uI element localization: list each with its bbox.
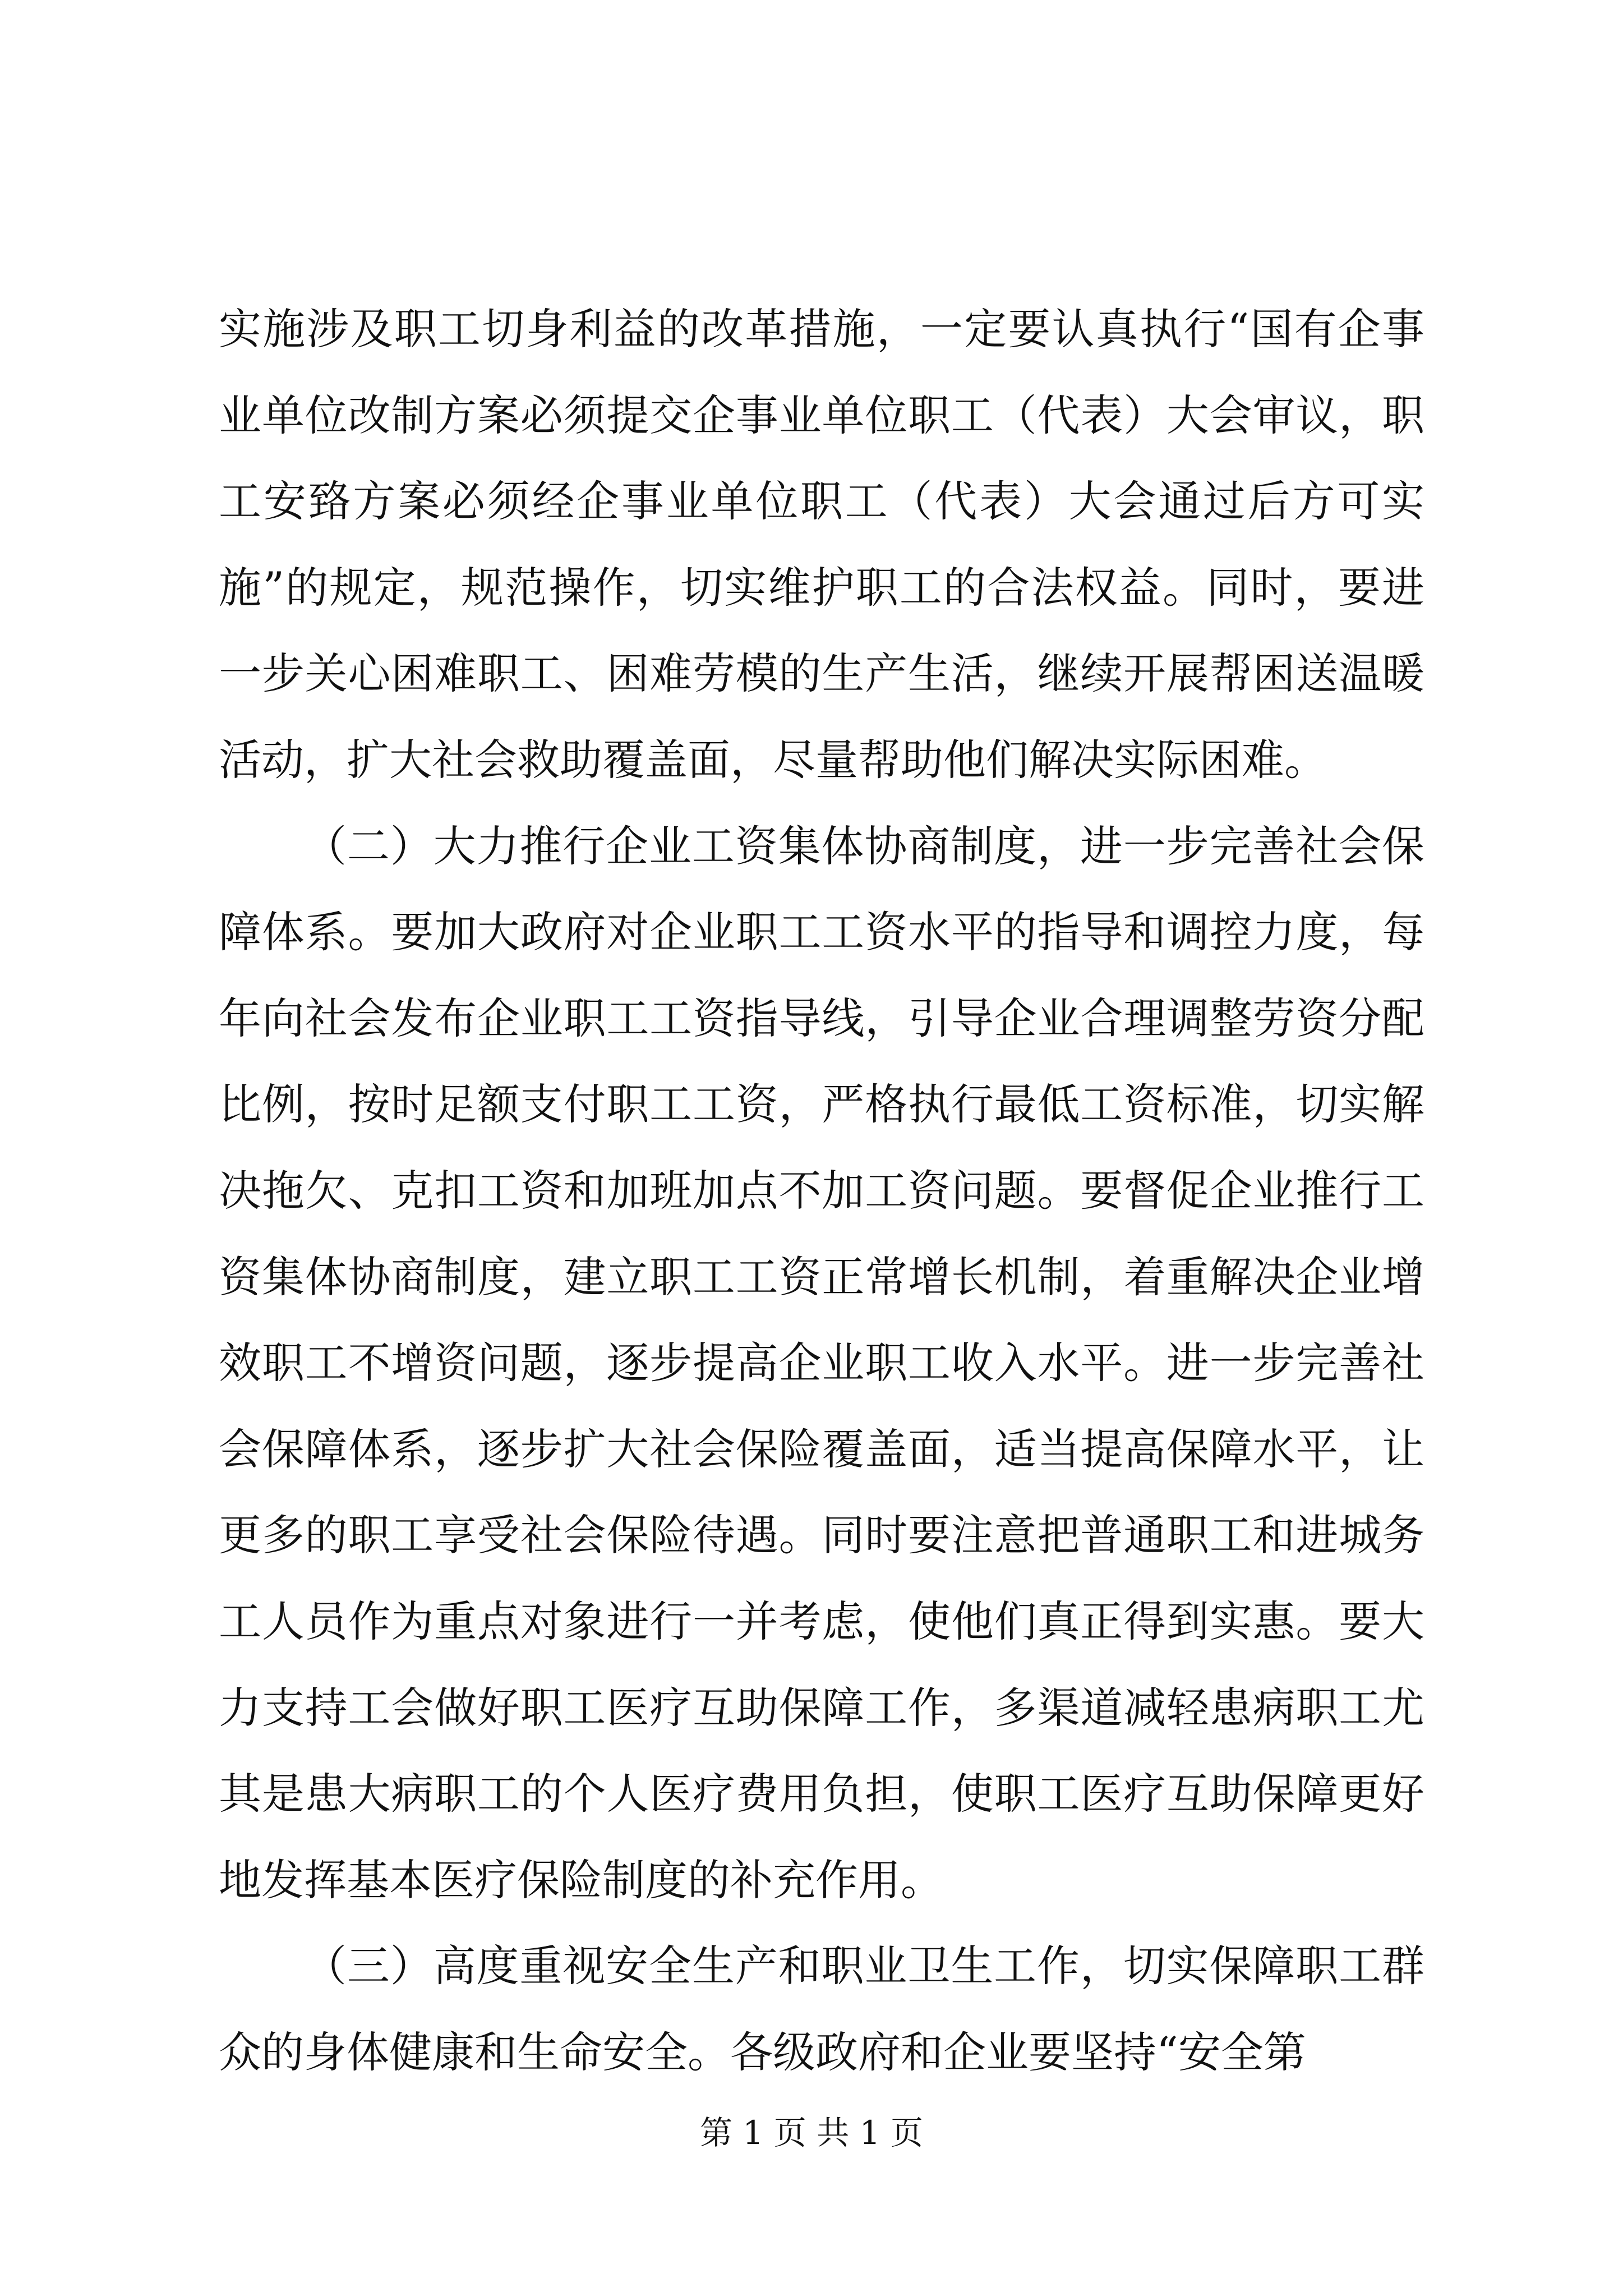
page-footer: 第 1 页 共 1 页 bbox=[700, 2114, 923, 2152]
paragraph-continuation: 实施涉及职工切身利益的改革措施，一定要认真执行“国有企事业单位改制方案必须提交企事业单位职工（代表）大会审议，职工安臵方案必须经企事业单位职工（代表）大会通过后方可实施”的规定，规范操作，切实维护职工的合法权益。同时，要进一步关心困难职工、困难劳模的生产生活，继续开展帮困送温暖活动，扩大社会救助覆盖面，尽量帮助他们解决实际困难。 bbox=[219, 304, 1424, 785]
document-body bbox=[219, 286, 1424, 2095]
paragraph-section-three: （三）高度重视安全生产和职业卫生工作，切实保障职工群众的身体健康和生命安全。各级政府和企业要坚持“安全第 bbox=[219, 1941, 1424, 2077]
paragraph-section-two: （二）大力推行企业工资集体协商制度，进一步完善社会保障体系。要加大政府对企业职工工资水平的指导和调控力度，每年向社会发布企业职工工资指导线，引导企业合理调整劳资分配比例，按时足额支付职工工资，严格执行最低工资标准，切实解决拖欠、克扣工资和加班加点不加工资问题。要督促企业推行工资集体协商制度，建立职工工资正常增长机制，着重解决企业增效职工不增资问题，逐步提高企业职工收入水平。进一步完善社会保障体系，逐步扩大社会保险覆盖面，适当提高保障水平，让更多的职工享受社会保险待遇。同时要注意把普通职工和进城务工人员作为重点对象进行一并考虑，使他们真正得到实惠。要大力支持工会做好职工医疗互助保障工作，多渠道减轻患病职工尤其是患大病职工的个人医疗费用负担，使职工医疗互助保障更好地发挥基本医疗保险制度的补充作用。 bbox=[219, 821, 1424, 1905]
